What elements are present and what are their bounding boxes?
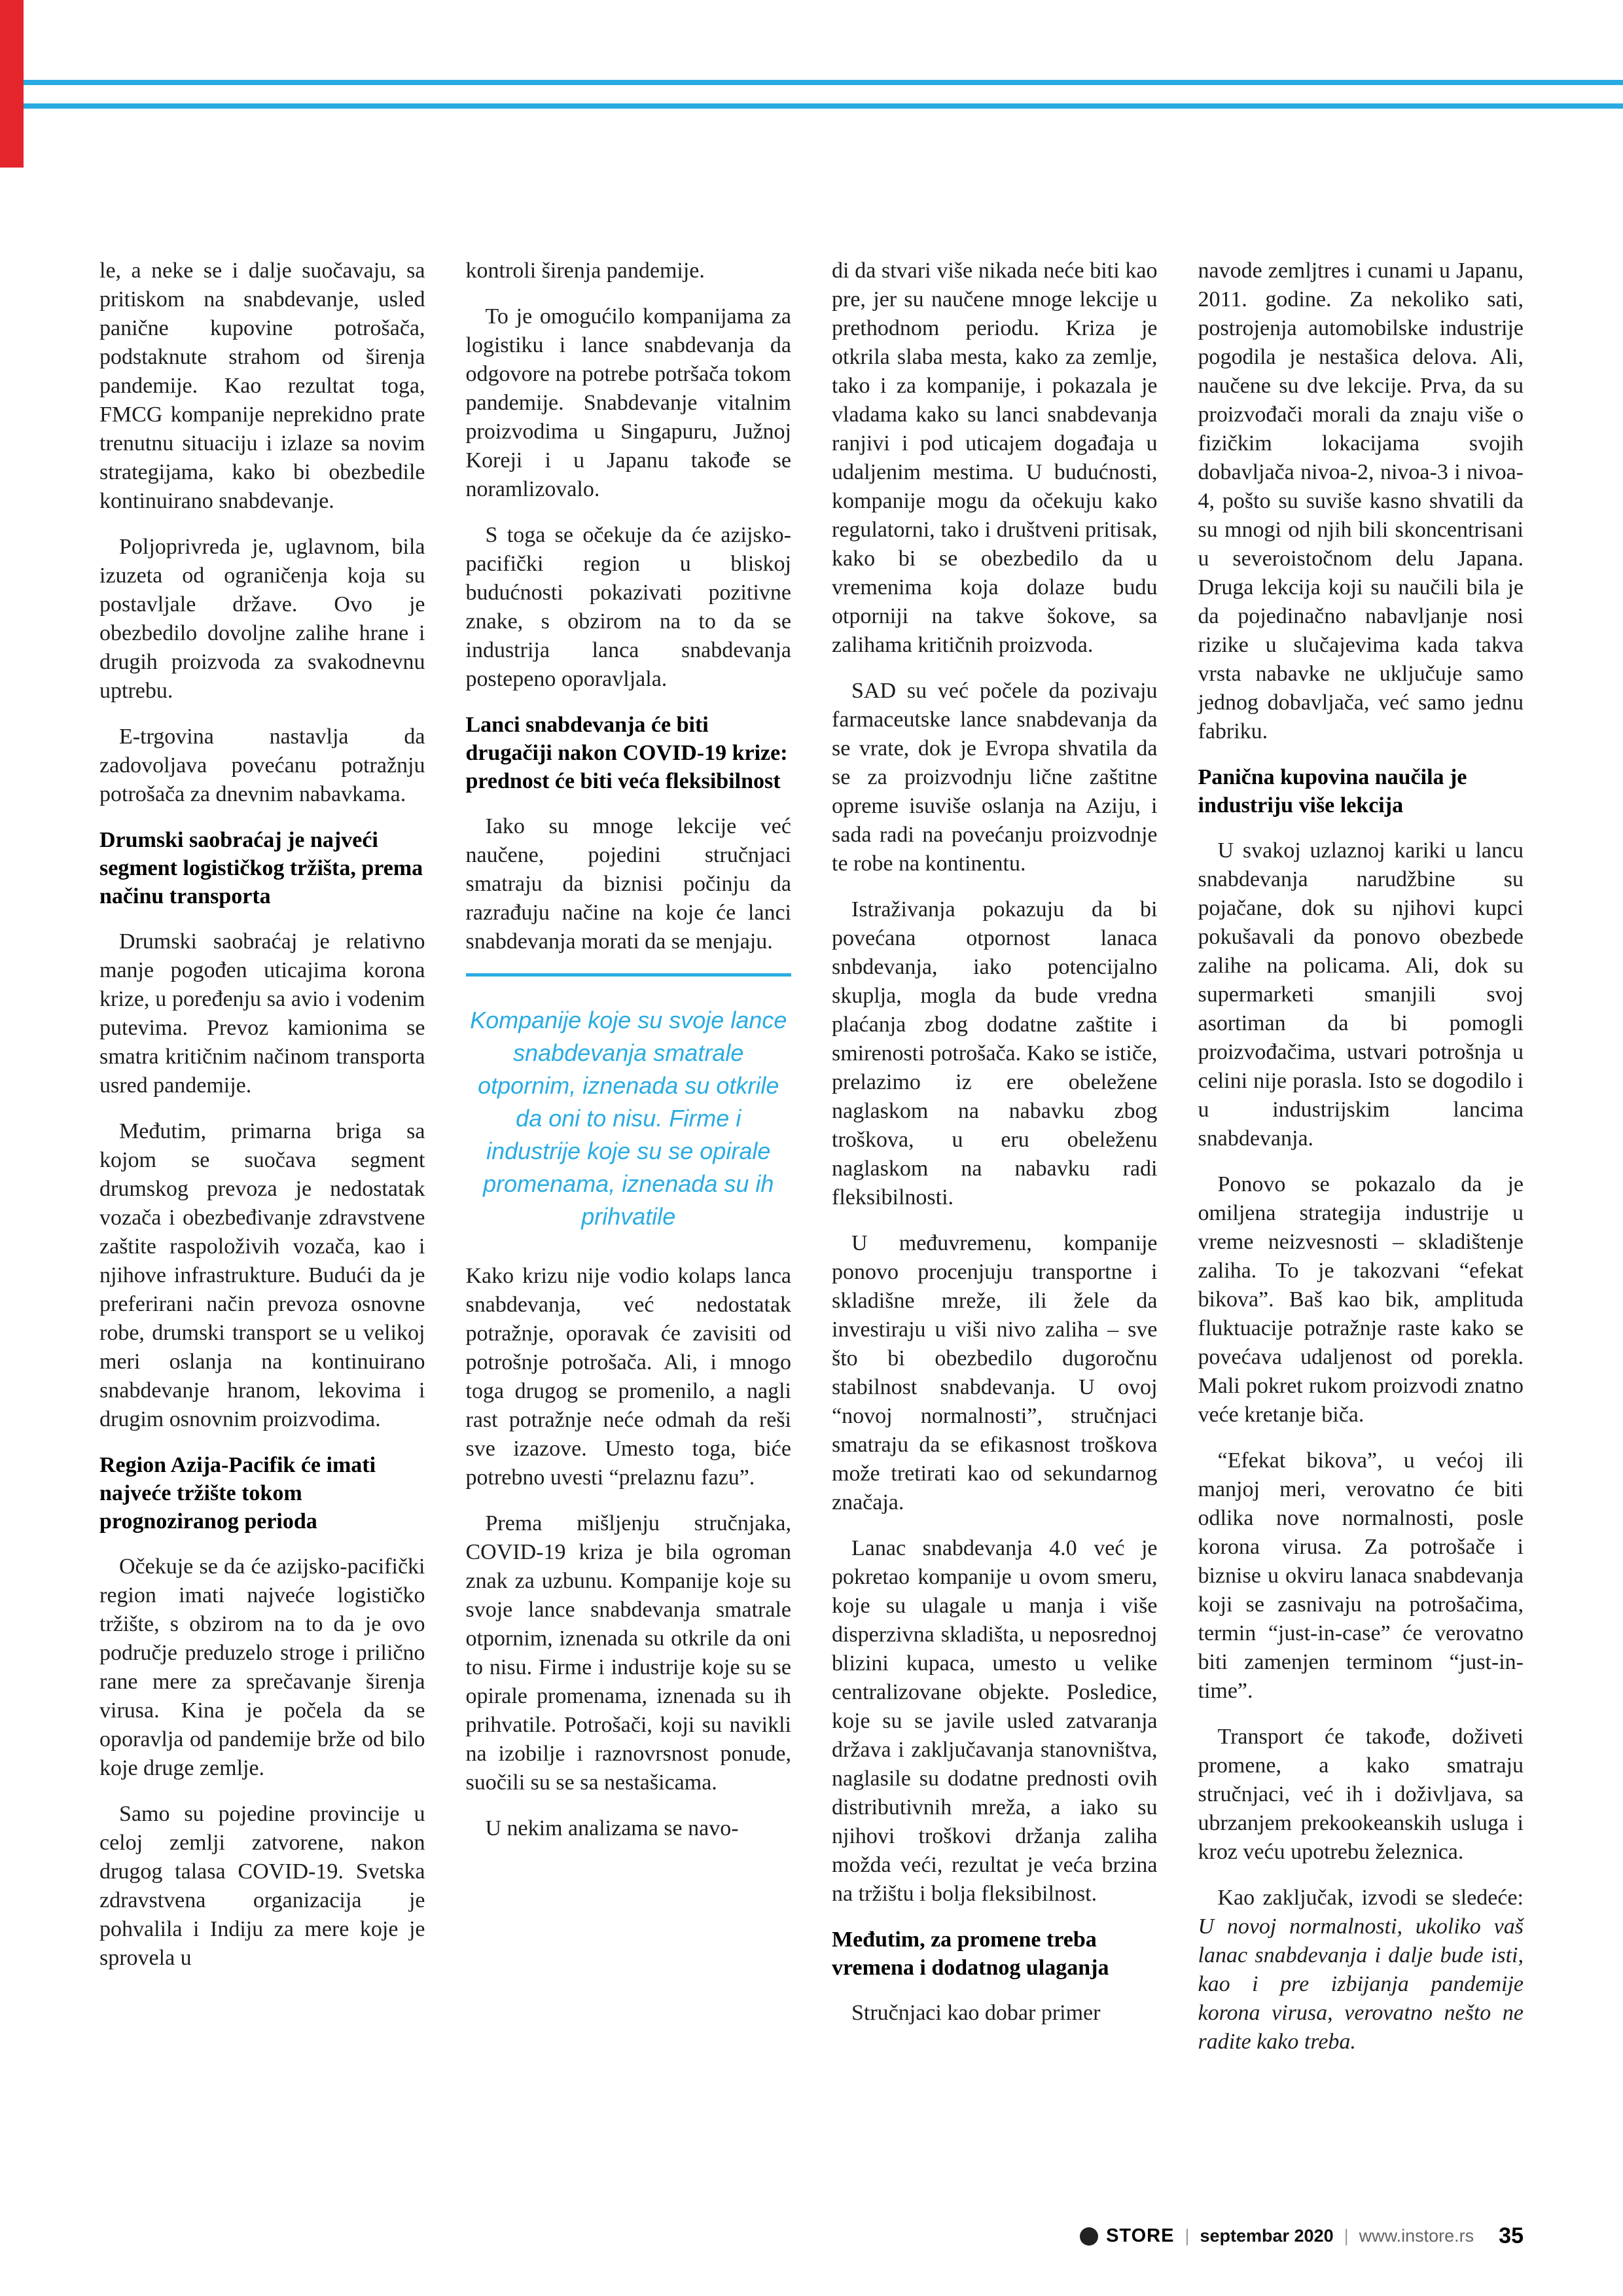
closing-italic-text: U novoj normalnosti, ukoliko vaš lanac snabdevanja i dalje bude isti, kao i pre izbijanja pandemije korona virusa, verovatno nešto ne radite kako treba. — [1198, 1914, 1524, 2054]
paragraph: U međuvremenu, kompanije ponovo procenjuju transportne i skladišne mreže, ili žele da investiraju u viši nivo zaliha – sve što bi obezbedilo dugoročnu stabilnost snabdevanja. U ovoj “novoj normalnosti”, stručnjaci smatraju da se efikasnost troškova može tretirati kao od sekundarnog značaja. — [832, 1231, 1158, 1515]
column-2 — [466, 257, 792, 2073]
top-cyan-rule-1 — [0, 80, 1623, 85]
pullquote: Kompanije koje su svoje lance snabdevanja smatrale otpornim, iznenada su otkrile da oni to nisu. Firme i industrije koje su se opirale promenama, iznenada su ih prihvatile — [470, 1007, 787, 1230]
closing-paragraph — [1198, 1884, 1524, 2056]
section-heading: Drumski saobraćaj je najveći segment logističkog tržišta, prema načinu transporta — [99, 828, 423, 908]
footer-separator-icon: | — [1344, 2226, 1349, 2246]
paragraph: U nekim analizama se navo- — [485, 1816, 739, 1840]
column-3 — [832, 257, 1158, 2073]
article-body — [99, 257, 1524, 2073]
section-heading: Panična kupovina naučila je industriju više lekcija — [1198, 765, 1467, 817]
pullquote-rule — [466, 973, 792, 977]
paragraph: Kako krizu nije vodio kolaps lanca snabdevanja, već nedostatak potražnje, oporavak će zavisiti od potrošnje potrošača. Ali, i mnogo toga drugog se promenilo, a nagli rast potražnje neće odmah da reši sve izazove. Umesto toga, biće potrebno uvesti “prelaznu fazu”. — [465, 1264, 791, 1490]
paragraph: S toga se očekuje da će azijsko-pacifički region u bliskoj budućnosti pokazivati pozitivne znake, s obzirom na to da se industrija lanca snabdevanja postepeno oporavljala. — [465, 523, 791, 691]
paragraph: Samo su pojedine provincije u celoj zemlji zatvorene, nakon drugog talasa COVID-19. Svetska zdravstvena organizacija je pohvalila i Indiju za mere koje je sprovela u — [99, 1802, 425, 1970]
closing-lead: Kao zaključak, izvodi se sledeće: — [1217, 1886, 1524, 1910]
instore-logo-icon — [1080, 2227, 1098, 2246]
footer-date: septembar 2020 — [1200, 2226, 1334, 2246]
column-4 — [1198, 257, 1524, 2073]
page-footer — [1080, 2223, 1524, 2249]
paragraph: Transport će takođe, doživeti promene, a kako smatraju stručnjaci, već ih i doživljava, sa ubrzanjem prekookeanskih usluga i kroz veću upotrebu železnica. — [1198, 1725, 1524, 1864]
paragraph: navode zemljtres i cunami u Japanu, 2011. godine. Za nekoliko sati, postrojenja automobilske industrije pogodila je nestašica delova. Ali, naučene su dve lekcije. Prva, da su proizvođači morali da znaju više o fizičkim lokacijama svojih dobavljača nivoa-2, nivoa-3 i nivoa-4, pošto su suviše kasno shvatili da su mnogi od njih bili skoncentrisani u severoistočnom delu Japana. Druga lekcija koji su naučili bila je da pojedinačno nabavljanje nosi rizike u slučajevima kada takva vrsta nabavke ne uključuje samo jednog dobavljača, već samo jednu fabriku. — [1198, 259, 1524, 744]
section-heading: Međutim, za promene treba vremena i dodatnog ulaganja — [832, 1928, 1109, 1980]
paragraph: Lanac snabdevanja 4.0 već je pokretao kompanije u ovom smeru, koje su ulagale u manja i više disperzivna skladišta, u neposrednoj blizini kupaca, umesto u velike centralizovane objekte. Posledice, koje su se javile usled zatvaranja država i zaključavanja stanovništva, naglasile su dodatne prednosti ovih distributivnih mreža, a iako su njihovi troškovi držanja zaliha možda veći, rezultat je veća brzina na tržištu i bolja fleksibilnost. — [832, 1536, 1158, 1906]
paragraph: Ponovo se pokazalo da je omiljena strategija industrije u vreme neizvesnosti – skladištenje zaliha. To je takozvani “efekat bikova”. Baš kao bik, amplituda fluktuacije potražnje raste kako se povećava udaljenost od porekla. Mali pokret rukom proizvodi znatno veće kretanje biča. — [1198, 1172, 1524, 1427]
paragraph: Stručnjaci kao dobar primer — [851, 2001, 1101, 2025]
red-accent-bar — [0, 0, 24, 168]
footer-url: www.instore.rs — [1359, 2226, 1474, 2246]
paragraph: To je omogućilo kompanijama za logistiku i lance snabdevanja da odgovore na potrebe potršača tokom pandemije. Snabdevanje vitalnim proizvodima u Singapuru, Južnoj Koreji i u Japanu takođe se noramlizovalo. — [465, 304, 791, 501]
paragraph: Očekuje se da će azijsko-pacifički region imati najveće logističko tržište, s obzirom na to da je ovo područje preduzelo stroge i prilično rane mere za sprečavanje širenja virusa. Kina je počela da se oporavlja od pandemije brže od bilo koje druge zemlje. — [99, 1554, 425, 1780]
paragraph: kontroli širenja pandemije. — [465, 259, 705, 283]
footer-separator-icon: | — [1185, 2226, 1190, 2246]
paragraph: “Efekat bikova”, u većoj ili manjoj meri, verovatno će biti odlika nove normalnosti, posle korona virusa. Za potrošače i biznise u okviru lanaca snabdevanja koji se zasnivaju na potrošačima, termin “just-in-case” će verovatno biti zamenjen terminom “just-in-time”. — [1198, 1448, 1524, 1703]
paragraph: Poljoprivreda je, uglavnom, bila izuzeta od ograničenja koja su postavljale države. Ovo je obezbedilo dovoljne zalihe hrane i drugih proizvoda za svakodnevnu uptrebu. — [99, 535, 425, 703]
paragraph: Istraživanja pokazuju da bi povećana otpornost lanaca snbdevanja, iako potencijalno skuplja, mogla da bude vredna plaćanja zbog dodatne zaštite i smirenosti potrošača. Kako se ističe, prelazimo iz ere obeležene naglaskom na nabavku zbog troškova, u eru obeleženu naglaskom na nabavku radi fleksibilnosti. — [832, 897, 1158, 1210]
section-heading: Region Azija-Pacifik će imati najveće tržište tokom prognoziranog perioda — [99, 1453, 376, 1534]
top-cyan-rule-2 — [0, 103, 1623, 109]
paragraph: le, a neke se i dalje suočavaju, sa pritiskom na snabdevanje, usled panične kupovine potrošača, podstaknute strahom od širenja pandemije. Kao rezultat toga, FMCG kompanije neprekidno prate trenutnu situaciju i izlaze sa novim strategijama, kako bi obezbedile kontinuirano snabdevanje. — [99, 259, 425, 513]
paragraph: Drumski saobraćaj je relativno manje pogođen uticajima korona krize, u poređenju sa avio i vodenim putevima. Prevoz kamionima se smatra kritičnim načinom transporta usred pandemije. — [99, 929, 425, 1098]
paragraph: Prema mišljenju stručnjaka, COVID-19 kriza je bila ogroman znak za uzbunu. Kompanije koje su svoje lance snabdevanja smatrale otpornim, iznenada su otkrile da oni to nisu. Firme i industrije koje su se opirale promenama, iznenada su ih prihvatile. Potrošači, koji su navikli na izobilje i raznovrsnost ponude, suočili su se sa nestašicama. — [465, 1511, 791, 1795]
column-1 — [99, 257, 425, 2073]
paragraph: di da stvari više nikada neće biti kao pre, jer su naučene mnoge lekcije u prethodnom periodu. Kriza je otkrila slaba mesta, kako za zemlje, tako i za kompanije, i pokazala je vladama kako su lanci snabdevanja ranjivi i pod uticajem događaja u udaljenim mestima. U budućnosti, kompanije mogu da očekuju kako regulatorni, tako i društveni pritisak, kako bi se obezbedilo da u vremenima koja dolaze budu otporniji na takve šokove, sa zalihama kritičnih proizvoda. — [832, 259, 1158, 657]
paragraph: E-trgovina nastavlja da zadovoljava povećanu potražnju potrošača za dnevnim nabavkama. — [99, 725, 425, 806]
page-number: 35 — [1499, 2223, 1524, 2248]
paragraph: Iako su mnoge lekcije već naučene, pojedini stručnjaci smatraju da biznisi počinju da razrađuju načine na koje će lanci snabdevanja morati da se menjaju. — [465, 814, 791, 954]
section-heading: Lanci snabdevanja će biti drugačiji nakon COVID-19 krize: prednost će biti veća fleksibilnost — [465, 713, 788, 793]
paragraph: SAD su već počele da pozivaju farmaceutske lance snabdevanja da se vrate, dok je Evropa shvatila da se za proizvodnju lične zaštitne opreme isuviše oslanja na Aziju, i sada radi na povećanju proizvodnje te robe na kontinentu. — [832, 679, 1158, 876]
paragraph: Međutim, primarna briga sa kojom se suočava segment drumskog prevoza je nedostatak vozača i obezbeđivanje zdravstvene zaštite raspoloživih vozača, kao i njihove infrastrukture. Budući da je preferirani način prevoza osnovne robe, drumski transport se u velikoj meri oslanja na kontinuirano snabdevanje hranom, lekovima i drugim osnovnim proizvodima. — [99, 1119, 425, 1431]
paragraph: U svakoj uzlaznoj kariki u lancu snabdevanja narudžbine su pojačane, dok su njihovi kupci pokušavali da ponovo obezbede zalihe na policama. Ali, dok su supermarketi smanjili svoj asortiman da bi pomogli proizvođačima, ustvari potrošnja u celini nije porasla. Isto se dogodilo i u industrijskim lancima snabdevanja. — [1198, 838, 1524, 1151]
footer-brand: STORE — [1106, 2225, 1175, 2246]
